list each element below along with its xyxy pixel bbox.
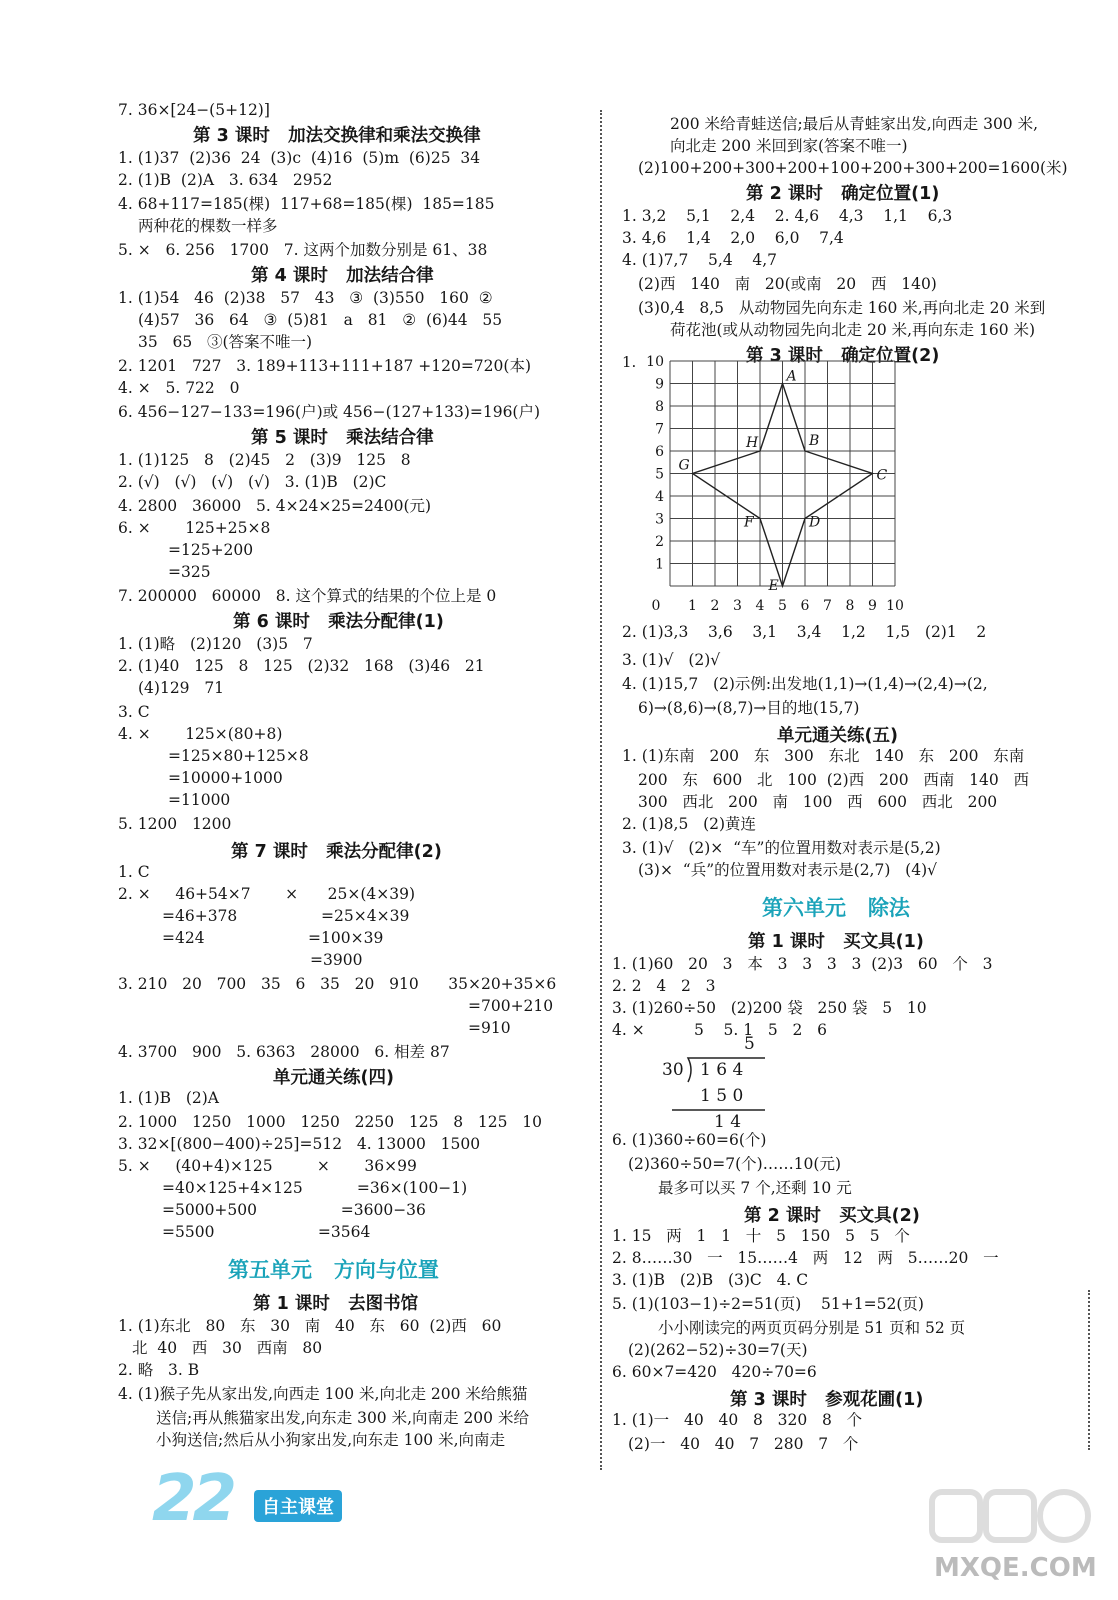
page-number: 22: [152, 1462, 234, 1536]
answer-line: 1. (1)东南 200 东 300 东北 140 东 200 东南: [622, 747, 1025, 765]
quotient: 5: [744, 1034, 755, 1054]
answer-line: (2)(262−52)÷30=7(天): [628, 1341, 808, 1359]
answer-line: (4)57 36 64 ③ (5)81 a 81 ② (6)44 55: [138, 311, 503, 329]
answer-line: 6. 456−127−133=196(户)或 456−(127+133)=196(户): [118, 403, 541, 421]
answer-line: 1. (1)37 (2)36 24 (3)c (4)16 (5)m (6)25 34: [118, 149, 481, 167]
answer-line: 4. 2800 36000 5. 4×24×25=2400(元): [118, 497, 432, 515]
svg-text:MXQE.COM: MXQE.COM: [934, 1553, 1097, 1583]
answer-line: 1. 3,2 5,1 2,4 2. 4,6 4,3 1,1 6,3: [622, 207, 953, 225]
lesson-heading: 第 3 课时 加法交换律和乘法交换律: [193, 126, 481, 146]
answer-line: 4. (1)猴子先从家出发,向西走 100 米,向北走 200 米给熊猫: [118, 1385, 528, 1403]
dividend: 1 6 4: [700, 1060, 744, 1080]
answer-line: 1. (1)B (2)A: [118, 1089, 219, 1107]
divisor: 30: [662, 1060, 684, 1080]
lesson-heading: 第 1 课时 去图书馆: [253, 1294, 419, 1314]
answer-line: (2)西 140 南 20(或南 20 西 140): [638, 275, 937, 293]
answer-line: (2)360÷50=7(个)……10(元): [628, 1155, 842, 1173]
answer-line: 7. 200000 60000 8. 这个算式的结果的个位上是 0: [118, 587, 497, 605]
column-divider: [600, 110, 602, 1470]
x-tick-label: 1: [688, 598, 697, 614]
answer-line: 5. (1)(103−1)÷2=51(页) 51+1=52(页): [612, 1295, 924, 1313]
lesson-heading: 第 5 课时 乘法结合律: [251, 428, 434, 448]
answer-line: 2. (√) (√) (√) (√) 3. (1)B (2)C: [118, 473, 387, 491]
y-tick-label: 4: [655, 489, 664, 505]
point-label: E: [768, 578, 779, 594]
answer-line: =5000+500 =3600−36: [162, 1201, 426, 1219]
answer-line: 3. 4,6 1,4 2,0 6,0 7,4: [622, 229, 844, 247]
answer-line: 荷花池(或从动物园先向北走 20 米,再向东走 160 米): [670, 321, 1036, 339]
answer-line: 6. (1)360÷60=6(个): [612, 1131, 767, 1149]
answer-line: =5500 =3564: [162, 1223, 371, 1241]
answer-line: 3. (1)B (2)B (3)C 4. C: [612, 1271, 809, 1289]
answer-line: 1. (1)略 (2)120 (3)5 7: [118, 635, 313, 653]
answer-line: =46+378 =25×4×39: [162, 907, 410, 925]
answer-line: (2)100+200+300+200+100+200+300+200=1600(米): [638, 159, 1068, 177]
answer-line: 送信;再从熊猫家出发,向东走 300 米,向南走 200 米给: [156, 1409, 529, 1427]
answer-line: 北 40 西 30 西南 80: [132, 1339, 323, 1357]
answer-line: 3. 32×[(800−400)÷25]=512 4. 13000 1500: [118, 1135, 481, 1153]
answer-line: 小小刚读完的两页页码分别是 51 页和 52 页: [658, 1319, 966, 1337]
answer-line: 4. × 125×(80+8): [118, 725, 283, 743]
long-division: [640, 1034, 790, 1132]
answer-line: =424 =100×39: [162, 929, 384, 947]
question-number: 1.: [622, 353, 637, 371]
lesson-heading: 第 3 课时 确定位置(2): [746, 346, 940, 366]
answer-line: 300 西北 200 南 100 西 600 西北 200: [638, 793, 998, 811]
answer-line: 2. (1)40 125 8 125 (2)32 168 (3)46 21: [118, 657, 485, 675]
answer-line: 小狗送信;然后从小狗家出发,向东走 100 米,向南走: [156, 1431, 506, 1449]
answer-line: 6)→(8,6)→(8,7)→目的地(15,7): [638, 699, 860, 717]
answer-line: 7. 36×[24−(5+12)]: [118, 101, 270, 119]
y-tick-label: 9: [655, 376, 664, 393]
answer-line: 4. × 5. 722 0: [118, 379, 240, 397]
point-label: D: [809, 514, 821, 531]
x-tick-label: 3: [733, 598, 742, 614]
series-label: 自主课堂: [254, 1490, 342, 1522]
answer-line: 2. 略 3. B: [118, 1361, 200, 1379]
answer-line: =40×125+4×125 =36×(100−1): [162, 1179, 468, 1197]
answer-line: 6. 60×7=420 420÷70=6: [612, 1363, 817, 1381]
lesson-heading: 单元通关练(四): [273, 1068, 394, 1088]
answer-line: =10000+1000: [168, 769, 283, 787]
x-tick-label: 10: [886, 598, 904, 614]
y-tick-label: 10: [646, 354, 664, 370]
lesson-heading: 单元通关练(五): [777, 726, 898, 746]
lesson-heading: 第 2 课时 买文具(2): [744, 1206, 920, 1226]
answer-line: 35 65 ③(答案不唯一): [138, 333, 313, 351]
answer-line: (4)129 71: [138, 679, 225, 697]
answer-line: 2. 1201 727 3. 189+113+111+187 +120=720(本): [118, 357, 531, 375]
answer-line: 1. (1)60 20 3 本 3 3 3 3 (2)3 60 个 3: [612, 955, 993, 973]
remainder: 1 4: [714, 1112, 742, 1132]
point-label: C: [876, 467, 888, 484]
x-tick-label: 2: [710, 598, 720, 614]
x-tick-label: 5: [778, 598, 787, 614]
answer-line: =700+210: [468, 997, 554, 1015]
unit-heading: 第五单元 方向与位置: [228, 1258, 439, 1282]
x-tick-label: 0: [651, 598, 661, 614]
lesson-heading: 第 2 课时 确定位置(1): [746, 184, 940, 204]
answer-line: (3)0,4 8,5 从动物园先向东走 160 米,再向北走 20 米到: [638, 299, 1046, 317]
point-label: H: [746, 435, 759, 451]
answer-line: 2. (1)3,3 3,6 3,1 3,4 1,2 1,5 (2)1 2: [622, 623, 987, 641]
answer-line: =11000: [168, 791, 231, 809]
y-tick-label: 8: [655, 399, 664, 415]
answer-line: 两种花的棵数一样多: [138, 217, 278, 235]
point-label: G: [678, 457, 690, 474]
point-label: B: [809, 433, 820, 449]
answer-line: 2. (1)B (2)A 3. 634 2952: [118, 171, 333, 189]
answer-line: 3. (1)√ (2)√: [622, 651, 721, 669]
y-tick-label: 6: [655, 444, 664, 460]
answer-line: 4. (1)7,7 5,4 4,7: [622, 251, 778, 269]
answer-line: 1. 15 两 1 1 十 5 150 5 5 个: [612, 1227, 910, 1245]
x-tick-label: 8: [845, 598, 855, 614]
answer-line: 1. C: [118, 863, 150, 881]
answer-line: (3)× “兵”的位置用数对表示是(2,7) (4)√: [638, 861, 938, 879]
y-tick-label: 3: [655, 511, 664, 528]
answer-line: 4. × 5 5. 1 5 2 6: [612, 1021, 828, 1039]
x-tick-label: 9: [868, 598, 877, 614]
answer-line: 4. 3700 900 5. 6363 28000 6. 相差 87: [118, 1043, 450, 1061]
answer-line: 1. (1)东北 80 东 30 南 40 东 60 (2)西 60: [118, 1317, 502, 1335]
point-label: A: [786, 368, 797, 385]
answer-line: 向北走 200 米回到家(答案不唯一): [670, 137, 908, 155]
answer-line: 3. (1)260÷50 (2)200 袋 250 袋 5 10: [612, 999, 927, 1017]
edge-dotted-line: [1088, 1290, 1090, 1450]
answer-line: 1. (1)54 46 (2)38 57 43 ③ (3)550 160 ②: [118, 289, 493, 307]
answer-line: =3900: [310, 951, 363, 969]
y-tick-label: 5: [655, 466, 664, 483]
division-bracket: [640, 1040, 790, 1120]
lesson-heading: 第 3 课时 参观花圃(1): [730, 1390, 924, 1410]
answer-line: =125+200: [168, 541, 254, 559]
point-label: F: [744, 514, 754, 531]
answer-line: 1. (1)125 8 (2)45 2 (3)9 125 8: [118, 451, 411, 469]
answer-line: 4. 68+117=185(棵) 117+68=185(棵) 185=185: [118, 195, 495, 213]
answer-line: 最多可以买 7 个,还剩 10 元: [658, 1179, 852, 1197]
lesson-heading: 第 1 课时 买文具(1): [748, 932, 924, 952]
answer-line: =910: [468, 1019, 511, 1037]
x-tick-label: 6: [800, 598, 810, 614]
answer-line: =325: [168, 563, 211, 581]
answer-line: 3. 210 20 700 35 6 35 20 910 35×20+35×6: [118, 975, 557, 993]
answer-line: 2. 8……30 一 15……4 两 12 两 5……20 一: [612, 1249, 999, 1267]
x-tick-label: 4: [755, 598, 765, 614]
lesson-heading: 第 4 课时 加法结合律: [251, 266, 434, 286]
x-tick-label: 7: [823, 598, 832, 614]
answer-line: 5. × 6. 256 1700 7. 这两个加数分别是 61、38: [118, 241, 488, 259]
answer-line: 3. C: [118, 703, 150, 721]
answer-line: 2. (1)8,5 (2)黄连: [622, 815, 757, 833]
answer-line: 2. 2 4 2 3: [612, 977, 716, 995]
unit-heading: 第六单元 除法: [762, 896, 910, 920]
answer-line: 1. (1)一 40 40 8 320 8 个: [612, 1411, 863, 1429]
answer-line: =125×80+125×8: [168, 747, 309, 765]
lesson-heading: 第 7 课时 乘法分配律(2): [231, 842, 442, 862]
y-tick-label: 2: [655, 534, 664, 550]
answer-line: 6. × 125+25×8: [118, 519, 271, 537]
y-tick-label: 1: [655, 556, 664, 573]
answer-line: 3. (1)√ (2)× “车”的位置用数对表示是(5,2): [622, 839, 941, 857]
answer-line: 200 东 600 北 100 (2)西 200 西南 140 西: [638, 771, 1029, 789]
watermark-logo: [924, 1480, 1097, 1590]
answer-line: 2. × 46+54×7 × 25×(4×39): [118, 885, 416, 903]
answer-line: 5. × (40+4)×125 × 36×99: [118, 1157, 417, 1175]
product: 1 5 0: [700, 1086, 744, 1106]
lesson-heading: 第 6 课时 乘法分配律(1): [233, 612, 444, 632]
answer-line: 4. (1)15,7 (2)示例:出发地(1,1)→(1,4)→(2,4)→(2,: [622, 675, 988, 693]
answer-line: 2. 1000 1250 1000 1250 2250 125 8 125 10: [118, 1113, 542, 1131]
answer-line: 200 米给青蛙送信;最后从青蛙家出发,向西走 300 米,: [670, 115, 1039, 133]
answer-line: (2)一 40 40 7 280 7 个: [628, 1435, 859, 1453]
answer-line: 5. 1200 1200: [118, 815, 232, 833]
y-tick-label: 7: [655, 421, 664, 438]
